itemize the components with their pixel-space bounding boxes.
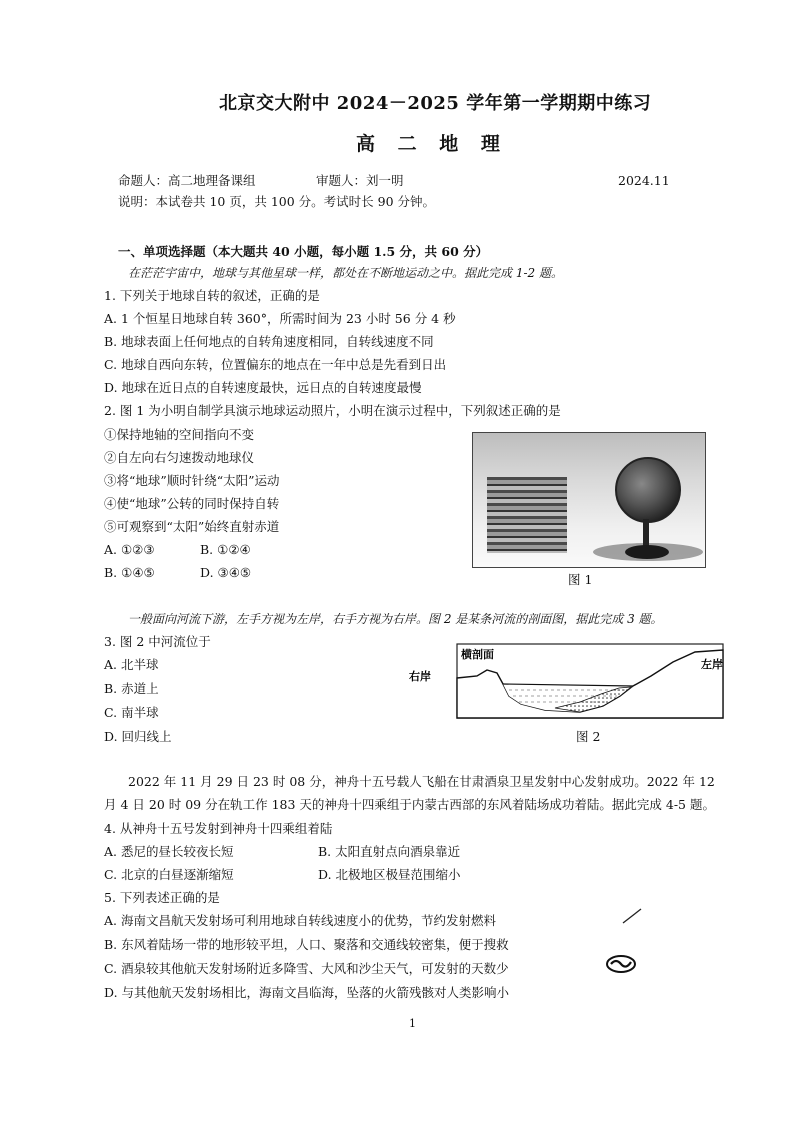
q1-option-b: B. 地球表面上任何地点的自转角速度相同，自转线速度不同	[104, 334, 434, 349]
q2-item-5: ⑤可观察到“太阳”始终直射赤道	[104, 519, 280, 534]
q1-stem: 1. 下列关于地球自转的叙述，正确的是	[104, 288, 320, 303]
figure-1-photo	[472, 432, 706, 568]
q4-stem: 4. 从神舟十五号发射到神舟十四乘组着陆	[104, 821, 333, 836]
fig2-left-bank: 左岸	[701, 658, 723, 671]
q2-item-2: ②自左向右匀速拨动地球仪	[104, 450, 255, 465]
q2-option-a: A. ①②③	[104, 542, 155, 557]
globe-stand	[643, 519, 649, 547]
q4-option-a: A. 悉尼的昼长较夜长短	[104, 844, 234, 859]
intro-1-2: 在茫茫宇宙中，地球与其他星球一样，都处在不断地运动之中。据此完成 1-2 题。	[128, 266, 563, 280]
q2-option-d: D. ③④⑤	[200, 565, 252, 580]
figure-1-caption: 图 1	[568, 572, 593, 587]
q2-option-c: B. ①④⑤	[104, 565, 155, 580]
pen-mark-icon	[620, 906, 644, 926]
author-line: 命题人：高二地理备课组	[118, 173, 256, 188]
q1-option-a: A. 1 个恒星日地球自转 360°，所需时间为 23 小时 56 分 4 秒	[104, 311, 456, 326]
q2-stem: 2. 图 1 为小明自制学具演示地球运动照片，小明在演示过程中，下列叙述正确的是	[104, 403, 561, 418]
reviewer-line: 审题人：刘一明	[316, 173, 404, 188]
fig2-right-bank: 右岸	[409, 670, 431, 683]
figure-2-caption: 图 2	[576, 729, 601, 744]
q5-option-d: D. 与其他航天发射场相比，海南文昌临海，坠落的火箭残骸对人类影响小	[104, 985, 510, 1000]
subject-title: 高 二 地 理	[356, 133, 508, 155]
q1-option-d: D. 地球在近日点的自转速度最快，远日点的自转速度最慢	[104, 380, 422, 395]
q3-stem: 3. 图 2 中河流位于	[104, 634, 211, 649]
q3-option-c: C. 南半球	[104, 705, 159, 720]
exam-date: 2024.11	[618, 173, 670, 188]
q5-option-a: A. 海南文昌航天发射场可利用地球自转线速度小的优势，节约发射燃料	[104, 913, 496, 928]
q5-option-b: B. 东风着陆场一带的地形较平坦，人口、聚落和交通线较密集，便于搜救	[104, 937, 509, 952]
exam-note: 说明：本试卷共 10 页，共 100 分。考试时长 90 分钟。	[118, 194, 436, 209]
q2-option-b: B. ①②④	[200, 542, 251, 557]
page-number: 1	[409, 1017, 416, 1030]
q3-option-a: A. 北半球	[104, 657, 159, 672]
figure-2-river-profile	[405, 640, 735, 726]
q2-item-3: ③将“地球”顺时针绕“太阳”运动	[104, 473, 280, 488]
q5-stem: 5. 下列表述正确的是	[104, 890, 220, 905]
q2-item-1: ①保持地轴的空间指向不变	[104, 427, 255, 442]
q2-item-4: ④使“地球”公转的同时保持自转	[104, 496, 280, 511]
q4-option-c: C. 北京的白昼逐渐缩短	[104, 867, 234, 882]
exam-title: 北京交大附中 2024－2025 学年第一学期期中练习	[219, 93, 652, 114]
q5-option-c: C. 酒泉较其他航天发射场附近多降雪、大风和沙尘天气，可发射的天数少	[104, 961, 509, 976]
section-heading: 一、单项选择题（本大题共 40 小题，每小题 1.5 分，共 60 分）	[118, 244, 489, 259]
q3-option-b: B. 赤道上	[104, 681, 159, 696]
intro-4-5-line2: 月 4 日 20 时 09 分在轨工作 183 天的神舟十四乘组于内蒙古西部的东风着陆场成功着陆。据此完成 4-5 题。	[104, 797, 715, 812]
fig2-title: 横剖面	[461, 648, 494, 661]
globe-base	[625, 545, 669, 559]
q4-option-d: D. 北极地区极昼范围缩小	[318, 867, 461, 882]
q3-option-d: D. 回归线上	[104, 729, 172, 744]
q4-option-b: B. 太阳直射点向酒泉靠近	[318, 844, 461, 859]
intro-4-5-line1: 2022 年 11 月 29 日 23 时 08 分，神舟十五号载人飞船在甘肃酒泉卫星发射中心发射成功。2022 年 12	[128, 774, 715, 789]
globe-icon	[615, 457, 681, 523]
book-stack	[487, 477, 567, 553]
intro-3: 一般面向河流下游，左手方视为左岸，右手方视为右岸。图 2 是某条河流的剖面图，据此完成 3 题。	[128, 612, 663, 626]
q1-option-c: C. 地球自西向东转，位置偏东的地点在一年中总是先看到日出	[104, 357, 447, 372]
scribble-mark-icon	[604, 952, 638, 976]
